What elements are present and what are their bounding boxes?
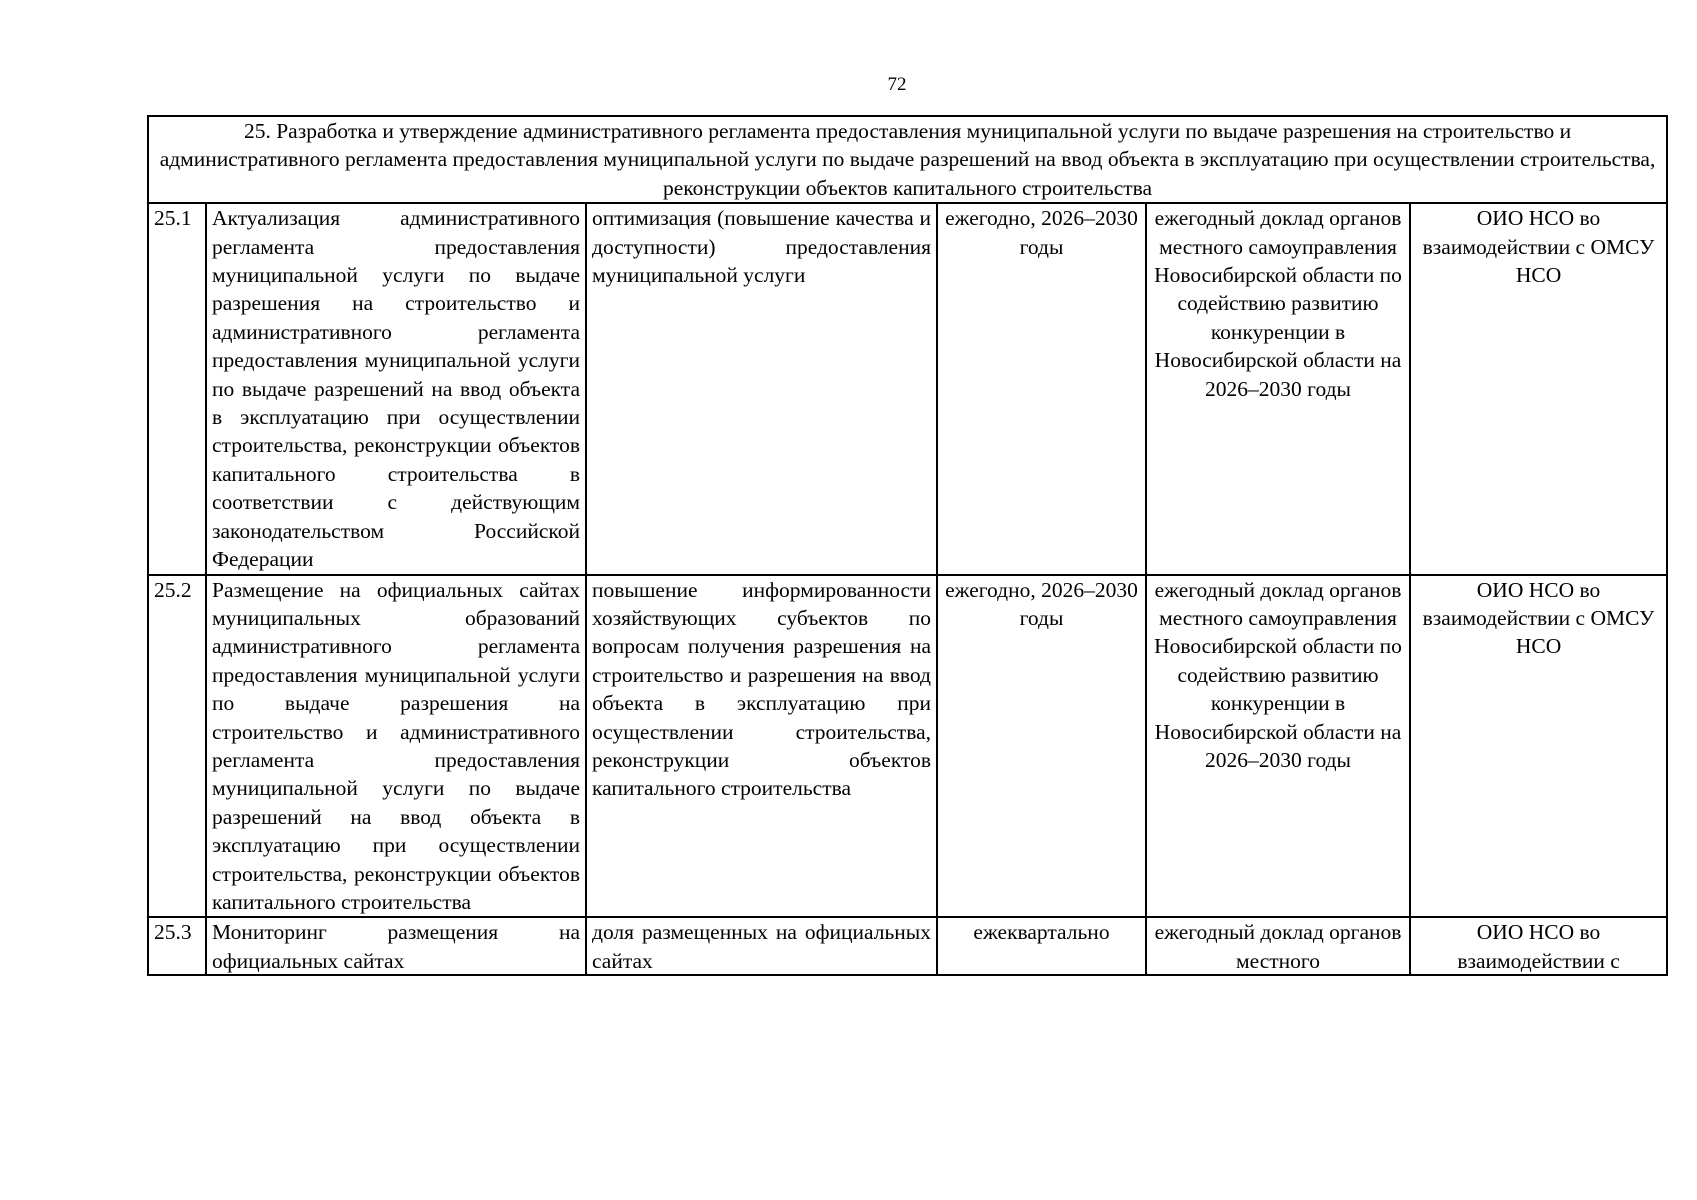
result-cell bbox=[586, 917, 937, 975]
result-cell: повышение информированности хозяйствующих субъектов по вопросам получения разрешения на строительство и разрешения на ввод объекта в эксплуатацию при осуществлении строительства, реконструкции объектов капитального строительства bbox=[586, 575, 937, 918]
table-row bbox=[148, 917, 1667, 975]
measures-table bbox=[147, 115, 1668, 976]
responsible-text: ОИО НСО во взаимодействии с bbox=[1457, 920, 1620, 973]
result-cell: оптимизация (повышение качества и доступности) предоставления муниципальной услуги bbox=[586, 203, 937, 574]
activity-cell bbox=[206, 917, 586, 975]
responsible-cell: ОИО НСО во взаимодействии с ОМСУ НСО bbox=[1410, 575, 1667, 918]
activity-cell: Размещение на официальных сайтах муниципальных образований административного регламента предоставления муниципальной услуги по выдаче разрешения на строительство и административного регламента предоставления муниципальной услуги по выдаче разрешений на ввод объекта в эксплуатацию при осуществлении строительства, реконструкции объектов капитального строительства bbox=[206, 575, 586, 918]
table-row bbox=[148, 203, 1667, 574]
responsible-cell: ОИО НСО во взаимодействии с ОМСУ НСО bbox=[1410, 203, 1667, 574]
deadline-cell bbox=[937, 917, 1146, 975]
table-row bbox=[148, 575, 1667, 918]
deadline-cell: ежегодно, 2026–2030 годы bbox=[937, 575, 1146, 918]
deadline-cell: ежегодно, 2026–2030 годы bbox=[937, 203, 1146, 574]
result-text: доля размещенных на официальных сайтах bbox=[592, 920, 931, 973]
row-number bbox=[148, 917, 206, 975]
activity-cell: Актуализация административного регламента предоставления муниципальной услуги по выдаче разрешения на строительство и административного регламента предоставления муниципальной услуги по выдаче разрешений на ввод объекта в эксплуатацию при осуществлении строительства, реконструкции объектов капитального строительства в соответствии с действующим законодательством Российской Федерации bbox=[206, 203, 586, 574]
activity-text: Мониторинг размещения на официальных сайтах bbox=[212, 920, 580, 973]
document-cell: ежегодный доклад органов местного самоуправления Новосибирской области по содействию развитию конкуренции в Новосибирской области на 2026–2030 годы bbox=[1146, 575, 1410, 918]
responsible-cell bbox=[1410, 917, 1667, 975]
section-title: 25. Разработка и утверждение административного регламента предоставления муниципальной услуги по выдаче разрешения на строительство и административного регламента предоставления муниципальной услуги по выдаче разрешений на ввод объекта в эксплуатацию при осуществлении строительства, реконструкции объектов капитального строительства bbox=[148, 116, 1667, 203]
row-number-text: 25.3 bbox=[154, 920, 192, 945]
section-header-row bbox=[148, 116, 1667, 203]
document-cell: ежегодный доклад органов местного самоуправления Новосибирской области по содействию развитию конкуренции в Новосибирской области на 2026–2030 годы bbox=[1146, 203, 1410, 574]
row-number: 25.1 bbox=[148, 203, 206, 574]
document-text: ежегодный доклад органов местного bbox=[1154, 920, 1402, 973]
page-number: 72 bbox=[887, 74, 907, 95]
deadline-text: ежеквартально bbox=[973, 920, 1110, 945]
document-cell bbox=[1146, 917, 1410, 975]
row-number: 25.2 bbox=[148, 575, 206, 918]
